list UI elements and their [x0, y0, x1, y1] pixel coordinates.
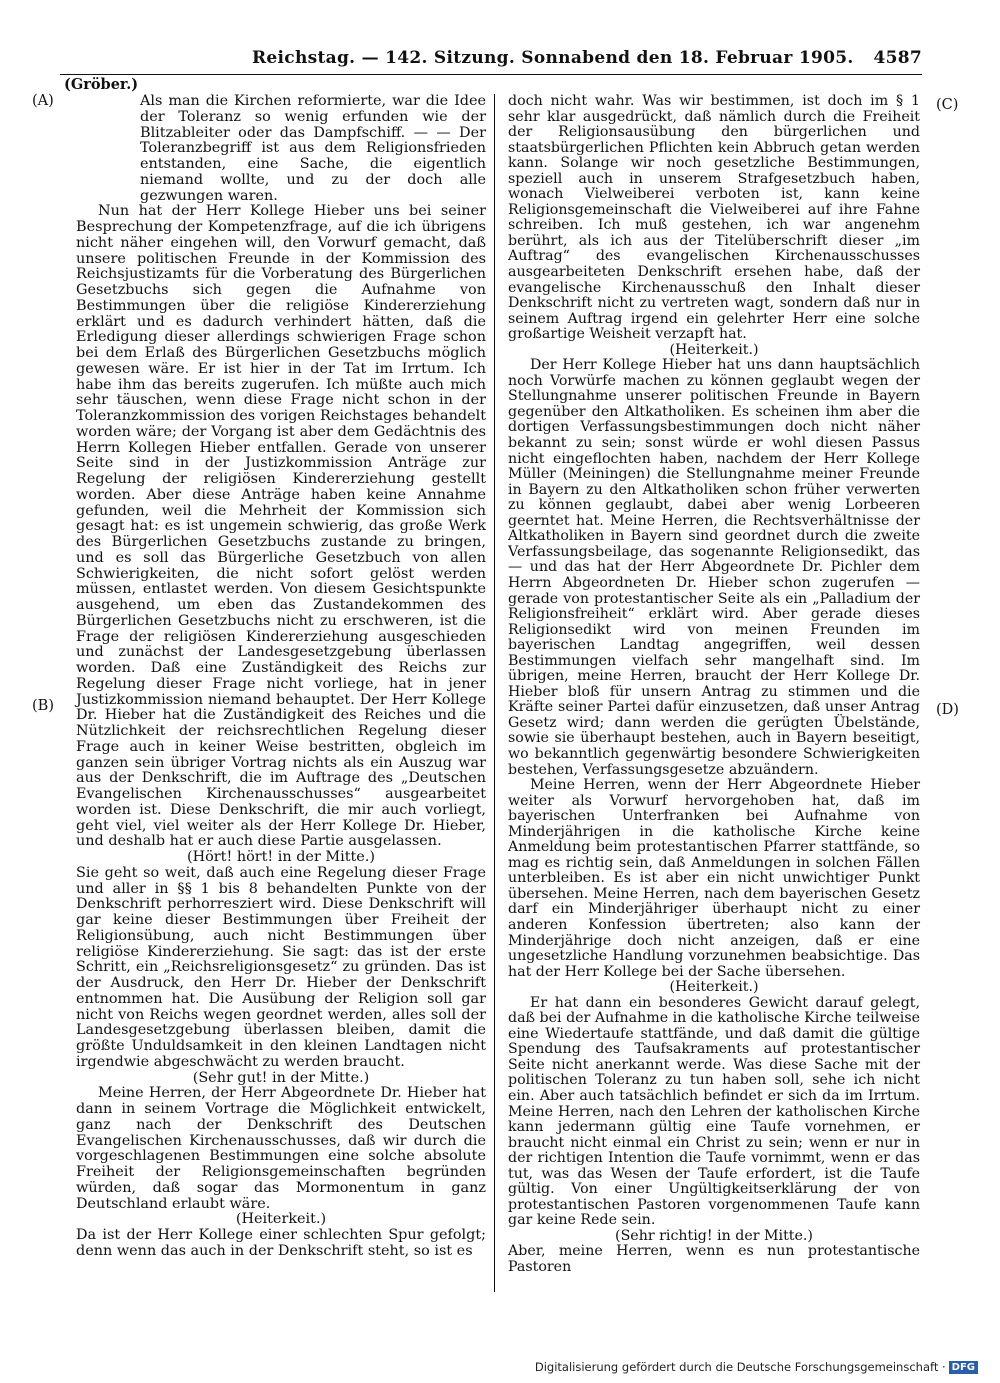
running-title: Reichstag. — 142. Sitzung. Sonnabend den 18. Februar 1905.	[252, 48, 854, 68]
page-header	[60, 44, 922, 72]
speaker-name: (Gröber.)	[64, 76, 139, 93]
footer-text: Digitalisierung gefördert durch die Deutsche Forschungsgemeinschaft ·	[534, 1360, 946, 1374]
right-column	[508, 94, 920, 1276]
header-rule	[60, 74, 922, 75]
audience-reaction: (Sehr gut! in der Mitte.)	[192, 1069, 370, 1086]
dfg-logo: DFG	[949, 1361, 978, 1374]
paragraph: Als man die Kirchen reformierte, war die Idee der Toleranz so wenig erfunden wie der Blitzableiter oder das Dampfschiff. — — Der Toleranzbegriff ist aus dem Religionsfrieden entstanden, eine Sache, die eigentlich niemand wollte, und zu der doch alle gezwungen waren.	[140, 93, 486, 204]
paragraph: Aber, meine Herren, wenn es nun protestantische Pastoren	[508, 1243, 920, 1276]
paragraph: Da ist der Herr Kollege einer schlechten Spur gefolgt; denn wenn das auch in der Denkschrift steht, so ist es	[76, 1227, 486, 1259]
paragraph: Meine Herren, wenn der Herr Abgeordnete Hieber weiter als Vorwurf hervorgehoben hat, daß im bayerischen Unterfranken bei Aufnahme von Minderjährigen in die katholische Kirche keine Anmeldung beim protestantischen Pfarrer stattfände, so mag es richtig sein, daß Anmeldungen in solchen Fällen unterbleiben. Es ist aber ein nicht unwichtiger Punkt übersehen. Meine Herren, nach dem bayerischen Gesetz darf ein Minderjähriger überhaupt nicht zu einer anderen Konfession übertreten; also kann der Minderjährige doch nicht anzeigen, daß er eine ungesetzliche Handlung vorzunehmen beabsichtige. Das hat der Herr Kollege bei der Sache übersehen.	[508, 777, 920, 980]
paragraph: Der Herr Kollege Hieber hat uns dann hauptsächlich noch Vorwürfe machen zu können geglaubt wegen der Stellungnahme unserer politischen Freunde in Bayern gegenüber den Altkatholiken. Es scheinen ihm aber die dortigen Verfassungsbestimmungen doch nicht näher bekannt zu sein; sonst würde er wohl diesen Passus nicht eingeflochten haben, nachdem der Herr Kollege Müller (Meiningen) die Stellungnahme meiner Freunde in Bayern zu den Altkatholiken schon früher verwerten zu können geglaubt, dabei aber wenig Lorbeeren geerntet hat. Meine Herren, die Rechtsverhältnisse der Altkatholiken in Bayern sind geordnet durch die zweite Verfassungsbeilage, das sogenannte Religionsedikt, das — und das hat der Herr Abgeordnete Dr. Pichler dem Herrn Abgeordneten Dr. Hieber schon zugerufen — gerade von protestantischer Seite als ein „Palladium der Religionsfreiheit“ erklärt wird. Aber gerade dieses Religionsedikt wird von meinen Freunden im bayerischen Landtag angegriffen, weil dessen Bestimmungen vielfach sehr mangelhaft sind. Im übrigen, meine Herren, braucht der Herr Kollege Dr. Hieber bloß für unsern Antrag zu stimmen und die Kräfte seiner Partei dafür einzusetzen, daß unser Antrag Gesetz wird; dann werden die gerügten Übelstände, sowie sie überhaupt bestehen, auch in Bayern beseitigt, wo bekanntlich gegenwärtig besondere Schwierigkeiten bestehen, Verfassungsgesetze abzuändern.	[508, 357, 920, 778]
margin-marker-a: (A)	[32, 93, 54, 109]
paragraph: doch nicht wahr. Was wir bestimmen, ist doch im § 1 sehr klar ausgedrückt, daß nämlich durch die Freiheit der Religionsausübung den bürgerlichen und staatsbürgerlichen Pflichten kein Abbruch getan werden kann. Solange wir noch gesetzliche Bestimmungen, speziell auch in unserem Strafgesetzbuch haben, wonach Vielweiberei verboten ist, kann keine Religionsgemeinschaft die Vielweiberei auf ihre Fahne schreiben. Ich muß gestehen, ich war angenehm berührt, als ich aus der Titelüberschrift dieser „im Auftrag“ des evangelischen Kirchenausschusses ausgearbeiteten Denkschrift ersehen habe, daß der evangelische Kirchenausschuß den Inhalt dieser Denkschrift nicht zu vertreten wagt, sondern daß nur in seinem Auftrag irgend ein gelehrter Herr eine solche großartige Weisheit verzapft hat.	[508, 93, 920, 343]
paragraph: Sie geht so weit, daß auch eine Regelung dieser Frage und aller in §§ 1 bis 8 behandelten Punkte von der Denkschrift perhorresziert wird. Diese Denkschrift will gar keine dieser Bestimmungen über Freiheit der Religionsübung, auch nicht Bestimmungen über religiöse Kindererziehung. Sie sagt: das ist der erste Schritt, ein „Reichsreligionsgesetz“ zu gründen. Das ist der Ausdruck, den Herr Dr. Hieber der Denkschrift entnommen hat. Die Ausübung der Religion soll gar nicht von Reichs wegen geordnet werden, alles soll der Landesgesetzgebung überlassen bleiben, damit die größte Unduldsamkeit in den kleinen Landtagen nicht irgendwie abgeschwächt zu werden braucht.	[76, 864, 486, 1070]
audience-reaction: (Sehr richtig! in der Mitte.)	[615, 1227, 813, 1244]
paragraph: Meine Herren, der Herr Abgeordnete Dr. Hieber hat dann in seinem Vortrage die Möglichkeit entwickelt, ganz nach der Denkschrift des Deutschen Evangelischen Kirchenausschusses, daß wir durch die vorgeschlagenen Bestimmungen eine solche absolute Freiheit der Religionsgemeinschaften begründen würden, daß sogar das Mormonentum in ganz Deutschland erlaubt wäre.	[76, 1085, 486, 1212]
margin-marker-d: (D)	[936, 702, 959, 718]
audience-reaction: (Heiterkeit.)	[235, 1211, 327, 1228]
left-column	[76, 94, 486, 1260]
margin-marker-b: (B)	[32, 698, 54, 714]
audience-reaction: (Heiterkeit.)	[669, 341, 759, 358]
paragraph: Er hat dann ein besonderes Gewicht darauf gelegt, daß bei der Aufnahme in die katholische Kirche teilweise eine Wiedertaufe stattfände, und daß damit die gültige Spendung des Taufsakraments auf protestantischer Seite nicht anerkannt werde. Was diese Sache mit der politischen Toleranz zu tun haben soll, sehe ich nicht ein. Aber auch tatsächlich befindet er sich da im Irrtum. Meine Herren, nach den Lehren der katholischen Kirche kann jedermann gültig eine Taufe vornehmen, er braucht nicht einmal ein Christ zu sein; wenn er nur in der richtigen Intention die Taufe vornimmt, wenn er das tut, was das Wesen der Taufe erfordert, ist die Taufe gültig. Von einer Ungültigkeitserklärung der von protestantischen Pastoren vorgenommenen Taufe kann gar keine Rede sein.	[508, 994, 920, 1229]
audience-reaction: (Hört! hört! in der Mitte.)	[186, 849, 376, 865]
margin-marker-c: (C)	[936, 97, 959, 113]
audience-reaction: (Heiterkeit.)	[669, 979, 759, 996]
paragraph: Nun hat der Herr Kollege Hieber uns bei seiner Besprechung der Kompetenzfrage, auf die ich übrigens nicht näher eingehen will, den Vorwurf gemacht, daß unsere politischen Freunde in der Kommission des Reichsjustizamts für die Vorberatung des Bürgerlichen Gesetzbuchs sich gegen die Aufnahme von Bestimmungen über die religiöse Kindererziehung erklärt und es dadurch verhindert hätten, daß die Erledigung dieser allerdings schwierigen Frage schon bei dem Erlaß des Bürgerlichen Gesetzbuchs möglich gewesen wäre. Er ist hier in der Tat im Irrtum. Ich habe ihm das bereits zugerufen. Ich müßte auch mich sehr täuschen, wenn diese Frage nicht schon in der Toleranzkommission des vorigen Reichstages behandelt worden wäre; der Vorgang ist aber dem Gedächtnis des Herrn Kollegen Hieber entfallen. Gerade von unserer Seite sind in der Justizkommission Anträge zur Regelung der religiösen Kindererziehung gestellt worden. Aber diese Anträge haben keine Annahme gefunden, weil die Mehrheit der Kommission sich gesagt hat: es ist ungemein schwierig, das große Werk des Bürgerlichen Gesetzbuchs zustande zu bringen, und es soll das Bürgerliche Gesetzbuch von allen Schwierigkeiten, die nicht sofort gelöst werden müssen, entlastet werden. Von diesem Gesichtspunkte ausgehend, um eben das Zustandekommen des Bürgerlichen Gesetzbuchs nicht zu erschweren, ist die Frage der religiösen Kindererziehung ausgeschieden und zunächst der Landesgesetzgebung überlassen worden. Daß eine Zuständigkeit des Reichs zur Regelung dieser Frage nicht vorliege, hat in jener Justizkommission niemand behauptet. Der Herr Kollege Dr. Hieber hat die Zuständigkeit des Reiches und die Nützlichkeit der reichsrechtlichen Regelung dieser Frage auch in keiner Weise bestritten, obgleich im ganzen sein übriger Vortrag nichts als ein Auszug war aus der Denkschrift, die im Auftrage des „Deutschen Evangelischen Kirchenausschusses“ ausgearbeitet worden ist. Diese Denkschrift, die mir auch vorliegt, geht viel, viel weiter als der Herr Kollege Dr. Hieber, und deshalb hat er auch diese Partie ausgelassen.	[76, 203, 486, 850]
page-number: 4587	[873, 48, 922, 68]
footer-credit	[535, 1360, 978, 1374]
column-divider	[494, 94, 495, 1292]
